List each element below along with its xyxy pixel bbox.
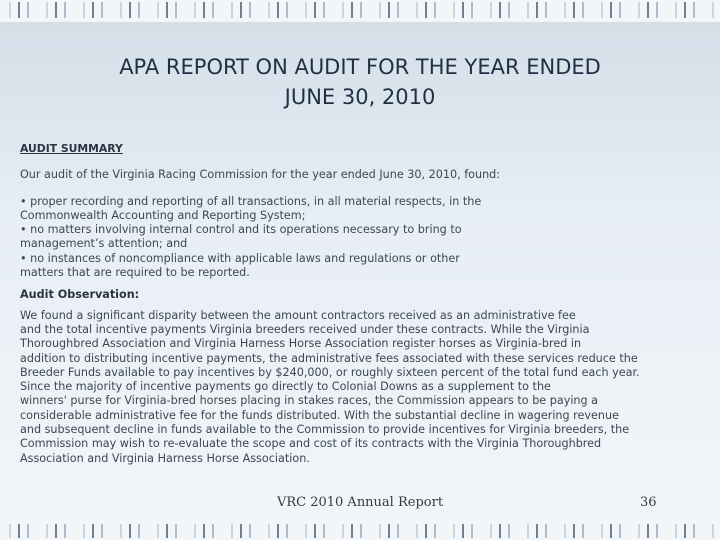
title-line-1: APA REPORT ON AUDIT FOR THE YEAR ENDED [119, 55, 601, 80]
audit-observation-body [20, 309, 710, 466]
top-decorative-bar [0, 0, 720, 22]
audit-summary-heading: AUDIT SUMMARY [20, 142, 123, 155]
observation-line: and subsequent decline in funds available to the Commission to provide incentives for Virginia breeders, the [20, 423, 630, 437]
finding-line: management’s attention; and [20, 237, 188, 251]
finding-line: • no instances of noncompliance with applicable laws and regulations or other [20, 251, 460, 265]
report-content [20, 142, 710, 466]
bottom-decorative-bar [0, 520, 720, 540]
audit-observation-heading: Audit Observation: [20, 288, 140, 302]
page-title [0, 52, 720, 112]
observation-line: Breeder Funds available to pay incentives by $240,000, or roughly sixteen percent of the total fund each year. [20, 365, 640, 379]
observation-line: winners' purse for Virginia-bred horses placing in stakes races, the Commission appears to be paying a [20, 394, 599, 408]
finding-line: • proper recording and reporting of all transactions, in all material respects, in the [20, 194, 482, 208]
observation-line: Commission may wish to re-evaluate the scope and cost of its contracts with the Virginia Thoroughbred [20, 437, 602, 451]
finding-line: matters that are required to be reported. [20, 266, 250, 280]
observation-line: addition to distributing incentive payments, the administrative fees associated with these services reduce the [20, 351, 638, 365]
page-number: 36 [640, 495, 657, 510]
observation-line: Thoroughbred Association and Virginia Harness Horse Association register horses as Virginia-bred in [20, 337, 582, 351]
footer-report-name: VRC 2010 Annual Report [276, 495, 444, 510]
finding-line: Commonwealth Accounting and Reporting System; [20, 208, 306, 222]
observation-line: We found a significant disparity between the amount contractors received as an administrative fee [20, 308, 576, 322]
finding-line: • no matters involving internal control and its operations necessary to bring to [20, 223, 462, 237]
bottom-tick-pattern [0, 524, 720, 538]
audit-summary-intro: Our audit of the Virginia Racing Commission for the year ended June 30, 2010, found: [20, 168, 501, 182]
observation-line: Association and Virginia Harness Horse Association. [20, 451, 310, 465]
title-line-2: JUNE 30, 2010 [284, 85, 436, 110]
observation-line: and the total incentive payments Virginia breeders received under these contracts. While the Virginia [20, 322, 590, 336]
observation-line: considerable administrative fee for the funds distributed. With the substantial decline in wagering revenue [20, 408, 619, 422]
observation-line: Since the majority of incentive payments go directly to Colonial Downs as a supplement to the [20, 380, 551, 394]
findings-list [20, 195, 710, 281]
top-tick-pattern [0, 2, 720, 18]
